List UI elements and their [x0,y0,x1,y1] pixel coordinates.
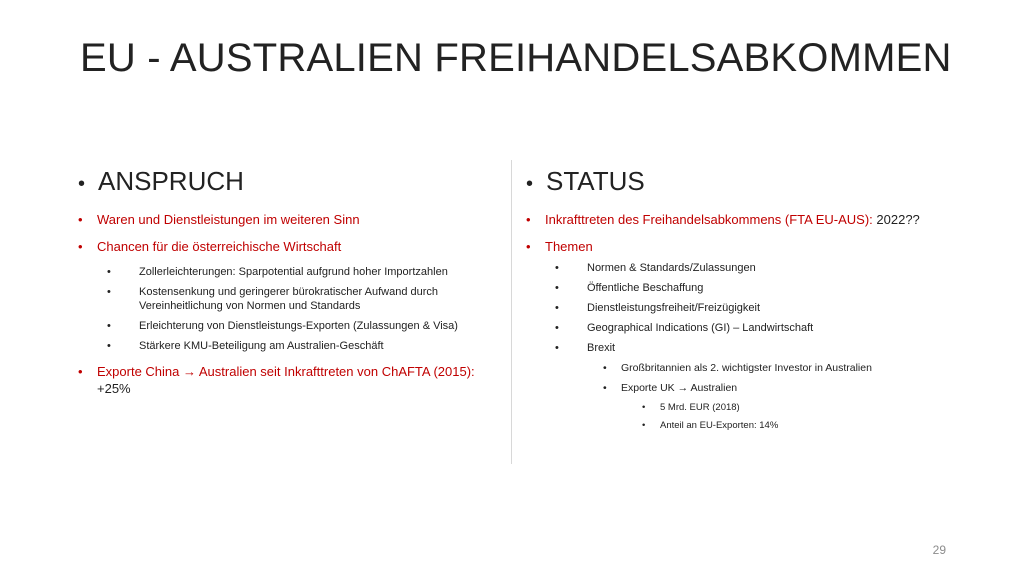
export-china-text: Exporte China → Australien seit Inkrafttreten von ChAFTA (2015): [97,364,475,379]
sub-list-item [553,301,966,315]
item-text [97,363,498,397]
bullet-icon: • [526,212,531,227]
bullet-icon: • [107,320,111,332]
item-text: Geographical Indications (GI) – Landwirtschaft [587,322,814,334]
bullet-icon: • [642,420,646,431]
right-column [526,166,966,437]
sub-list-item [105,339,498,353]
left-column [78,166,498,407]
item-text: Waren und Dienstleistungen im weiteren Sinn [97,212,360,227]
item-text: Erleichterung von Dienstleistungs-Exporten (Zulassungen & Visa) [139,320,458,332]
list-item [526,238,966,255]
bullet-icon: • [78,212,83,227]
bullet-icon: • [526,173,534,195]
bullet-icon: • [107,266,111,278]
item-text: Brexit [587,342,616,354]
right-heading [526,166,966,197]
sub-sub-sub-list-item [642,419,966,432]
item-text: Kostensenkung und geringerer bürokratischer Aufwand durch Vereinheitlichung von Normen und Standards [139,286,439,312]
list-item [526,211,966,228]
item-text: Dienstleistungsfreiheit/Freizügigkeit [587,302,761,314]
sub-list-item [105,319,498,333]
item-text: Öffentliche Beschaffung [587,282,704,294]
bullet-icon: • [78,173,86,195]
list-item [78,211,498,228]
sub-list-item [553,321,966,335]
list-item [78,238,498,255]
bullet-icon: • [78,239,83,254]
bullet-icon: • [107,286,111,298]
fta-date: 2022?? [872,212,920,227]
bullet-icon: • [107,340,111,352]
item-text: Stärkere KMU-Beteiligung am Australien-Geschäft [139,340,384,352]
slide-title: EU - AUSTRALIEN FREIHANDELSABKOMMEN [80,36,952,80]
sub-list-item [105,285,498,313]
bullet-icon: • [603,382,607,394]
sub-sub-sub-list-item [642,401,966,414]
bullet-icon: • [78,364,83,379]
bullet-icon: • [555,342,559,354]
sub-list-item [553,261,966,275]
sub-sub-list-item [603,381,966,395]
anspruch-heading: ANSPRUCH [98,166,244,196]
sub-list-item [553,341,966,355]
item-text: Normen & Standards/Zulassungen [587,262,756,274]
bullet-icon: • [555,282,559,294]
item-text: Anteil an EU-Exporten: 14% [660,420,779,431]
bullet-icon: • [555,302,559,314]
sub-list-item [105,265,498,279]
left-heading [78,166,498,197]
item-text [545,211,920,228]
list-item [78,363,498,397]
status-heading: STATUS [546,166,645,196]
column-divider [511,160,512,464]
export-china-value: +25% [97,381,131,396]
item-text: Themen [545,239,593,254]
item-text: Chancen für die österreichische Wirtschaft [97,239,342,254]
item-text: Exporte UK → Australien [621,382,738,394]
bullet-icon: • [642,402,646,413]
bullet-icon: • [526,239,531,254]
fta-text: Inkrafttreten des Freihandelsabkommens (FTA EU-AUS): [545,212,873,227]
page-number: 29 [932,543,946,557]
item-text: 5 Mrd. EUR (2018) [660,402,740,413]
sub-sub-list-item [603,361,966,375]
item-text: Zollerleichterungen: Sparpotential aufgrund hoher Importzahlen [139,266,448,278]
bullet-icon: • [555,322,559,334]
bullet-icon: • [603,362,607,374]
bullet-icon: • [555,262,559,274]
sub-list-item [553,281,966,295]
item-text: Großbritannien als 2. wichtigster Investor in Australien [621,362,872,374]
